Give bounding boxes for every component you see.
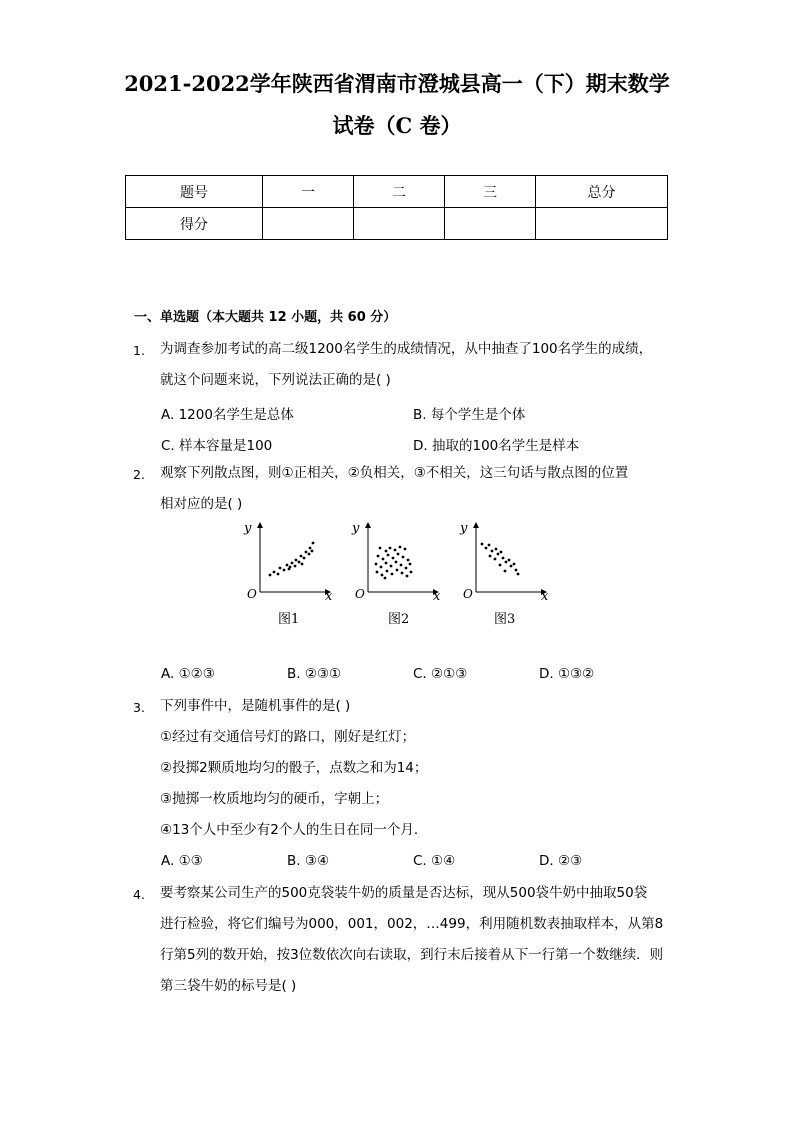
scatter-dot <box>375 563 378 566</box>
scatter-dot <box>305 551 308 554</box>
score-input-cell <box>354 208 445 240</box>
scatter-plot-1 <box>243 521 333 604</box>
score-table-cell: 题号 <box>126 176 263 208</box>
scatter-dot <box>499 564 502 567</box>
scatter-dot <box>289 566 292 569</box>
score-table-header-row <box>126 176 668 208</box>
scatter-dot <box>495 548 498 551</box>
scatter-dot <box>385 562 388 565</box>
scatter-dot <box>308 553 311 556</box>
x-axis-label: x <box>433 589 441 604</box>
scatter-dot <box>295 559 298 562</box>
question-text: 下列事件中，是随机事件的是( ) <box>160 698 351 714</box>
option-d: D. 抽取的100名学生是样本 <box>413 438 580 454</box>
y-axis-label: y <box>244 521 252 536</box>
statement-4: ④13个人中至少有2个人的生日在同一个月. <box>160 822 419 838</box>
scatter-dot <box>277 573 280 576</box>
option-c: C. 样本容量是100 <box>161 438 273 454</box>
option-a: A. ①②③ <box>161 666 215 682</box>
scatter-dot <box>510 565 513 568</box>
option-b: B. 每个学生是个体 <box>413 407 526 423</box>
scatter-dot <box>386 570 389 573</box>
scatter-dot <box>291 562 294 565</box>
question-number: 4. <box>133 887 145 902</box>
scatter-dot <box>309 547 312 550</box>
origin-label: O <box>463 587 473 601</box>
question-text: 为调查参加考试的高二级1200名学生的成绩情况，从中抽查了100名学生的成绩， <box>160 341 653 357</box>
scatter-dot <box>485 547 488 550</box>
scatter-dot <box>384 577 387 580</box>
score-table-cell: 三 <box>445 176 536 208</box>
scatter-dot <box>381 574 384 577</box>
section-heading: 一、单选题（本大题共 12 小题，共 60 分） <box>134 310 397 325</box>
scatter-dot <box>406 575 409 578</box>
question-number: 3. <box>133 700 145 715</box>
scatter-dot <box>407 559 410 562</box>
score-table-score-row <box>126 208 668 240</box>
scatter-dot <box>283 569 286 572</box>
scatter-dot <box>401 572 404 575</box>
score-table-cell: 一 <box>263 176 354 208</box>
scatter-dot <box>494 558 497 561</box>
scatter-dot <box>303 557 306 560</box>
scatter-dot <box>382 558 385 561</box>
question-text: 观察下列散点图，则①正相关，②负相关，③不相关，这三句话与散点图的位置 <box>160 465 629 481</box>
scatter-dot <box>409 563 412 566</box>
scatter-dot <box>377 555 380 558</box>
option-a: A. 1200名学生是总体 <box>161 407 294 423</box>
scatter-dot <box>402 556 405 559</box>
scatter-dot <box>517 573 520 576</box>
scatter-dot <box>298 561 301 564</box>
scatter-dot <box>504 570 507 573</box>
scatter-dot <box>395 561 398 564</box>
option-d: D. ①③② <box>539 666 595 682</box>
scatter-dot <box>400 564 403 567</box>
scatter-dot <box>399 546 402 549</box>
score-table <box>125 175 668 240</box>
dots-none <box>375 546 413 580</box>
scatter-dot <box>515 569 518 572</box>
y-axis-label: y <box>460 521 468 536</box>
scatter-dot <box>481 543 484 546</box>
figure-label-3: 图3 <box>494 612 516 627</box>
scatter-dot <box>405 567 408 570</box>
statement-2: ②投掷2颗质地均匀的骰子，点数之和为14； <box>160 760 428 776</box>
figure-label-1: 图1 <box>278 612 300 627</box>
scatter-dot <box>508 559 511 562</box>
scatter-dot <box>404 548 407 551</box>
scatter-dot <box>311 550 314 553</box>
scatter-dot <box>294 565 297 568</box>
y-axis-label: y <box>352 521 360 536</box>
option-a: A. ①③ <box>161 853 203 869</box>
question-text: 进行检验，将它们编号为000，001，002，…499，利用随机数表抽取样本，从第8 <box>160 916 664 932</box>
score-input-cell <box>445 208 536 240</box>
scatter-plot-3 <box>459 521 549 604</box>
question-number: 2. <box>133 467 145 482</box>
scatter-dot <box>396 569 399 572</box>
scatter-dot <box>513 563 516 566</box>
scatter-dot <box>312 542 315 545</box>
scatter-dot <box>391 573 394 576</box>
scatter-dot <box>488 544 491 547</box>
scatter-dot <box>491 550 494 553</box>
scatter-dot <box>300 555 303 558</box>
scatter-dot <box>500 551 503 554</box>
score-table-cell: 总分 <box>536 176 668 208</box>
statement-3: ③抛掷一枚质地均匀的硬币，字朝上； <box>160 791 389 807</box>
scatter-dot <box>279 567 282 570</box>
score-input-cell <box>536 208 668 240</box>
scatter-dot <box>387 554 390 557</box>
scatter-plot-2 <box>351 521 441 604</box>
figure-label-2: 图2 <box>388 612 410 627</box>
dots-positive <box>269 542 315 577</box>
exam-title-line1: 2021-2022学年陕西省渭南市澄城县高一（下）期末数学 <box>124 71 670 96</box>
score-input-cell <box>263 208 354 240</box>
option-d: D. ②③ <box>539 853 583 869</box>
scatter-dot <box>392 557 395 560</box>
x-axis-label: x <box>541 589 549 604</box>
x-axis-label: x <box>325 589 333 604</box>
scatter-dot <box>505 561 508 564</box>
question-text: 第三袋牛奶的标号是( ) <box>160 978 297 994</box>
scatter-dot <box>502 557 505 560</box>
scatter-dot <box>410 571 413 574</box>
question-number: 1. <box>133 343 145 358</box>
scatter-dot <box>376 571 379 574</box>
question-text: 相对应的是( ) <box>160 496 243 512</box>
scatter-dot <box>273 571 276 574</box>
scatter-dot <box>269 574 272 577</box>
score-table-cell: 二 <box>354 176 445 208</box>
scatter-dot <box>497 553 500 556</box>
option-c: C. ②①③ <box>413 666 468 682</box>
score-table-cell: 得分 <box>126 208 263 240</box>
scatter-dot <box>489 555 492 558</box>
scatter-dot <box>379 547 382 550</box>
option-c: C. ①④ <box>413 853 456 869</box>
scatter-figures <box>230 518 560 630</box>
scatter-dot <box>397 553 400 556</box>
question-text: 就这个问题来说，下列说法正确的是( ) <box>160 372 391 388</box>
origin-label: O <box>247 587 257 601</box>
option-b: B. ③④ <box>287 853 330 869</box>
question-text: 要考察某公司生产的500克袋装牛奶的质量是否达标，现从500袋牛奶中抽取50袋 <box>160 885 648 901</box>
scatter-dot <box>385 550 388 553</box>
exam-title-line2: 试卷（C 卷） <box>332 113 462 138</box>
scatter-dot <box>389 547 392 550</box>
origin-label: O <box>355 587 365 601</box>
scatter-dot <box>380 566 383 569</box>
scatter-dot <box>390 565 393 568</box>
option-b: B. ②③① <box>287 666 342 682</box>
dots-negative <box>481 543 520 576</box>
scatter-dot <box>286 564 289 567</box>
scatter-dot <box>301 563 304 566</box>
scatter-dot <box>394 549 397 552</box>
statement-1: ①经过有交通信号灯的路口，刚好是红灯； <box>160 729 416 745</box>
question-text: 行第5列的数开始，按3位数依次向右读取，到行末后接着从下一行第一个数继续．则 <box>160 947 664 963</box>
